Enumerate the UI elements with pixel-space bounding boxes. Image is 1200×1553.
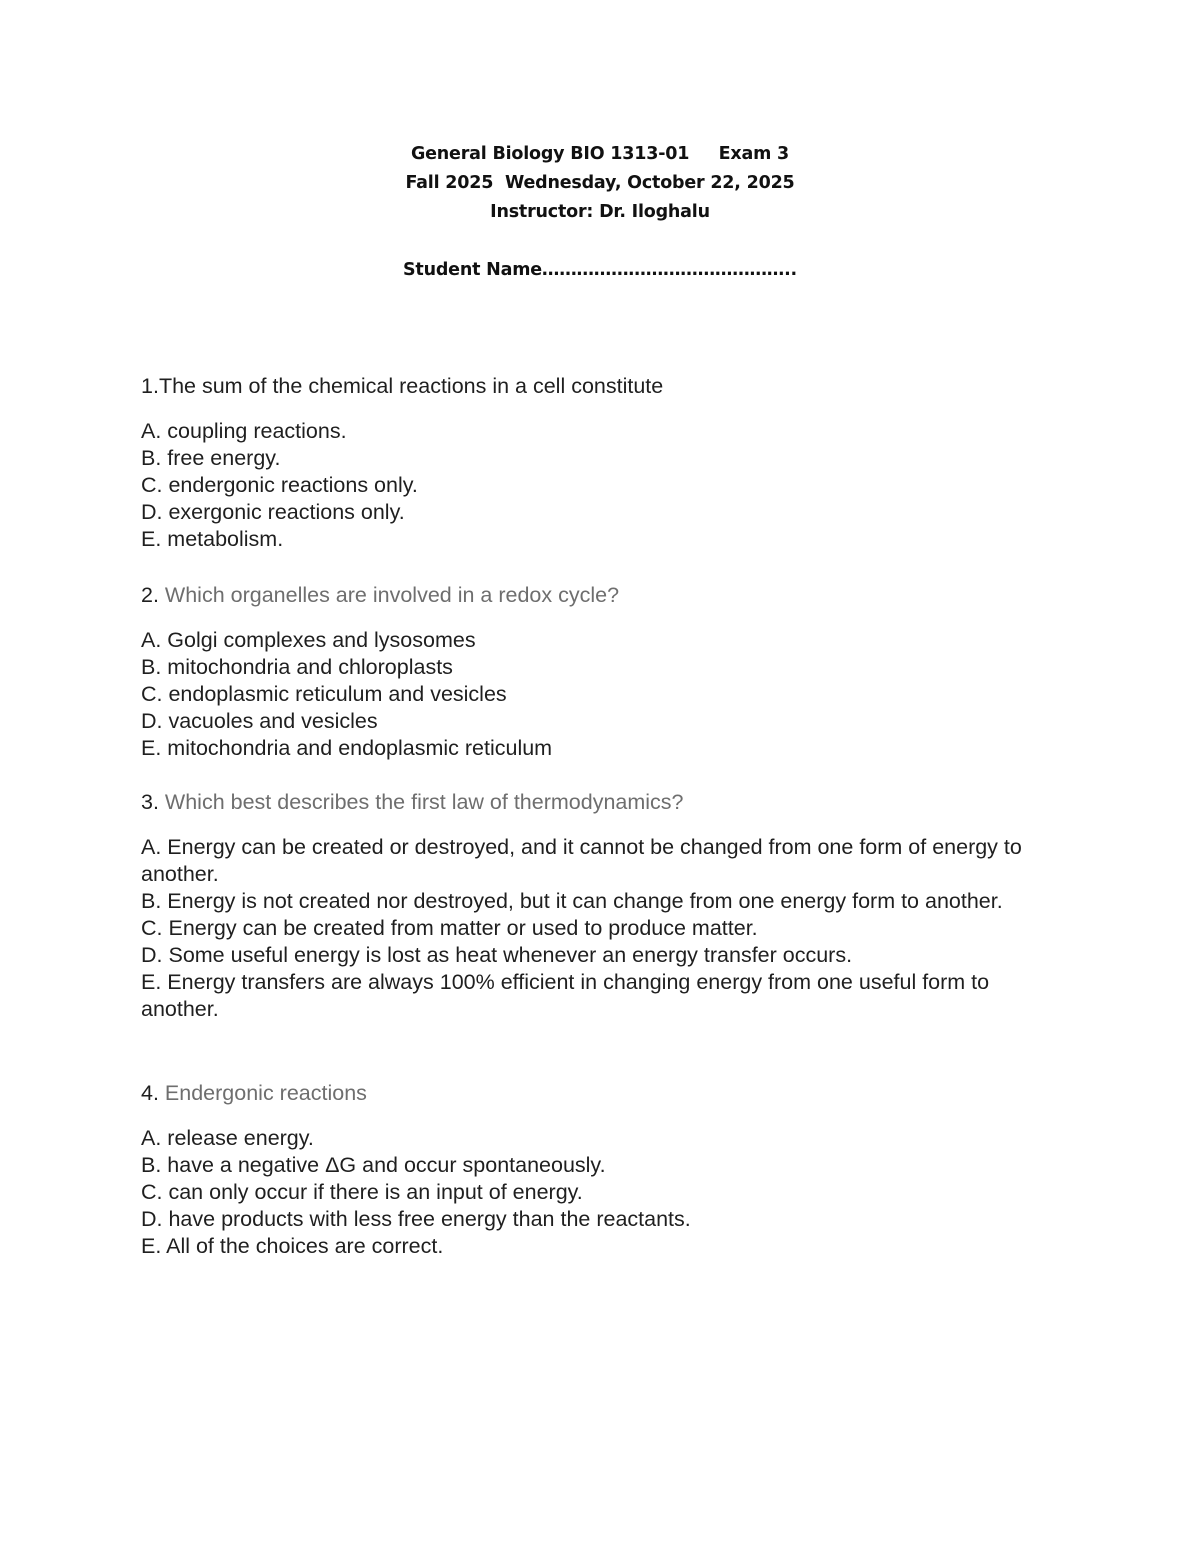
- student-name-field[interactable]: Student Name……………………………………..: [403, 260, 797, 280]
- answer-option[interactable]: D. exergonic reactions only.: [141, 500, 405, 524]
- answer-option[interactable]: A. Golgi complexes and lysosomes: [141, 628, 476, 652]
- question-number: 4.: [141, 1081, 159, 1105]
- answer-option[interactable]: E. mitochondria and endoplasmic reticulum: [141, 736, 553, 760]
- answer-option[interactable]: C. can only occur if there is an input of energy.: [141, 1180, 583, 1204]
- exam-header: [0, 140, 1200, 227]
- question-number: 2.: [141, 583, 159, 607]
- answer-option[interactable]: C. Energy can be created from matter or used to produce matter.: [141, 916, 758, 940]
- answer-option[interactable]: B. mitochondria and chloroplasts: [141, 655, 453, 679]
- answer-option[interactable]: E. metabolism.: [141, 527, 284, 551]
- course-title: General Biology BIO 1313-01 Exam 3: [410, 144, 790, 164]
- question-number: 3.: [141, 790, 159, 814]
- question-text: Endergonic reactions: [164, 1081, 367, 1105]
- question-text: Which best describes the first law of thermodynamics?: [164, 790, 684, 814]
- question-4: [141, 1080, 1061, 1260]
- question-text: The sum of the chemical reactions in a cell constitute: [158, 374, 664, 398]
- answer-option[interactable]: A. release energy.: [141, 1126, 314, 1150]
- answer-option[interactable]: A. Energy can be created or destroyed, and it cannot be changed from one form of energy to another.: [141, 835, 1022, 886]
- answer-option[interactable]: D. have products with less free energy than the reactants.: [141, 1207, 691, 1231]
- question-3: [141, 789, 1061, 1023]
- answer-option[interactable]: C. endergonic reactions only.: [141, 473, 418, 497]
- question-stem: [141, 373, 1061, 400]
- question-2: [141, 582, 1061, 762]
- question-stem: [141, 1080, 1061, 1107]
- question-1: [141, 373, 1061, 553]
- exam-date: Fall 2025 Wednesday, October 22, 2025: [405, 173, 795, 193]
- answer-option[interactable]: B. free energy.: [141, 446, 281, 470]
- answer-option[interactable]: D. vacuoles and vesicles: [141, 709, 378, 733]
- question-number: 1.: [141, 374, 159, 398]
- question-stem: [141, 789, 1061, 816]
- answer-option[interactable]: E. All of the choices are correct.: [141, 1234, 444, 1258]
- answer-option[interactable]: B. have a negative ΔG and occur spontaneously.: [141, 1153, 606, 1177]
- answer-option[interactable]: D. Some useful energy is lost as heat whenever an energy transfer occurs.: [141, 943, 853, 967]
- question-stem: [141, 582, 1061, 609]
- instructor-name: Instructor: Dr. Iloghalu: [490, 202, 710, 222]
- question-text: Which organelles are involved in a redox cycle?: [164, 583, 620, 607]
- answer-option[interactable]: C. endoplasmic reticulum and vesicles: [141, 682, 507, 706]
- answer-option[interactable]: A. coupling reactions.: [141, 419, 347, 443]
- answer-option[interactable]: E. Energy transfers are always 100% efficient in changing energy from one useful form to another.: [141, 970, 990, 1021]
- answer-option[interactable]: B. Energy is not created nor destroyed, but it can change from one energy form to another.: [141, 889, 1003, 913]
